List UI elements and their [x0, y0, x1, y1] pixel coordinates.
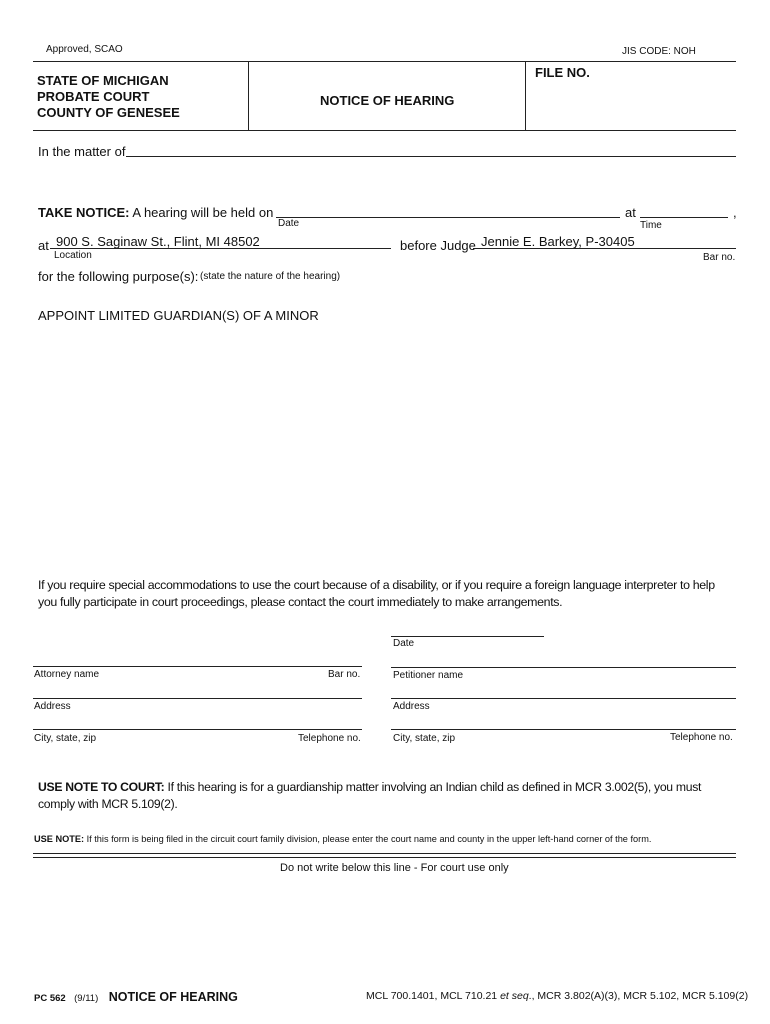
form-revision: (9/11) [74, 993, 99, 1004]
before-judge-text: before Judge [400, 238, 476, 253]
form-title: NOTICE OF HEARING [320, 93, 455, 108]
court-use-rule-2 [33, 857, 736, 858]
attorney-address-line [33, 698, 362, 699]
location-at-text: at [38, 238, 49, 253]
use-note-text: If this form is being filed in the circuit court family division, please enter the court name and county in the upper left-hand corner of the form. [86, 834, 652, 844]
court-line-court: PROBATE COURT [37, 89, 150, 104]
time-caption: Time [640, 220, 662, 231]
footer-form-id [34, 988, 238, 1006]
attorney-telephone-caption: Telephone no. [298, 733, 361, 744]
purpose-field[interactable]: APPOINT LIMITED GUARDIAN(S) OF A MINOR [38, 308, 319, 323]
attorney-address-field[interactable] [33, 680, 362, 698]
file-no-field[interactable] [535, 84, 731, 124]
purpose-hint: (state the nature of the hearing) [200, 271, 341, 282]
hearing-date-field[interactable] [276, 200, 620, 217]
court-note-line-1: If this hearing is for a guardianship matter involving an Indian child as defined in MCR 3.002(5), you must [167, 780, 702, 794]
take-notice-label: TAKE NOTICE: [38, 205, 130, 220]
citation-start: MCL 700.1401, MCL 710.21 [366, 990, 498, 1002]
attorney-bar-no-caption: Bar no. [328, 669, 361, 680]
attorney-city-line [33, 729, 362, 730]
comma: , [733, 205, 737, 220]
court-note-line-2: comply with MCR 5.109(2). [38, 797, 178, 811]
accommodation-line-2: you fully participate in court proceedings, please contact the court immediately to make arrangements. [38, 595, 563, 609]
court-note-label: USE NOTE TO COURT: [38, 780, 165, 794]
attorney-name-field[interactable] [33, 648, 362, 666]
matter-label: In the matter of [38, 144, 126, 159]
date-line [391, 636, 544, 637]
court-use-note [38, 779, 701, 813]
use-note-label: USE NOTE: [34, 834, 85, 844]
hearing-time-field[interactable] [640, 200, 728, 217]
footer-title: NOTICE OF HEARING [108, 990, 238, 1004]
judge-field[interactable]: Jennie E. Barkey, P-30405 [481, 234, 635, 249]
matter-line [126, 156, 736, 157]
date-field[interactable] [391, 618, 544, 636]
petitioner-name-caption: Petitioner name [393, 670, 464, 681]
use-note [34, 834, 651, 844]
location-line [50, 248, 391, 249]
court-line-state: STATE OF MICHIGAN [37, 73, 169, 88]
purpose-label: for the following purpose(s): [38, 269, 199, 284]
accommodation-notice [38, 577, 715, 611]
footer-citation [366, 990, 748, 1002]
at-text: at [625, 205, 636, 220]
location-caption: Location [54, 250, 92, 261]
petitioner-city-caption: City, state, zip [393, 733, 456, 744]
petitioner-address-caption: Address [393, 701, 430, 712]
court-use-rule-1 [33, 853, 736, 854]
take-notice [38, 205, 273, 220]
attorney-name-line [33, 666, 362, 667]
attorney-name-caption: Attorney name [34, 669, 100, 680]
attorney-city-caption: City, state, zip [34, 733, 97, 744]
judge-line [473, 248, 736, 249]
hearing-time-line [640, 217, 728, 218]
attorney-city-field[interactable] [33, 711, 362, 729]
jis-code: JIS CODE: NOH [622, 46, 696, 57]
petitioner-telephone-caption: Telephone no. [670, 732, 733, 743]
location-field[interactable]: 900 S. Saginaw St., Flint, MI 48502 [56, 234, 260, 249]
petitioner-name-field[interactable] [391, 649, 736, 667]
header-divider-right [525, 61, 526, 131]
attorney-address-caption: Address [34, 701, 71, 712]
accommodation-line-1: If you require special accommodations to use the court because of a disability, or if you require a foreign language interpreter to help [38, 578, 715, 592]
court-use-only-text: Do not write below this line - For court use only [280, 862, 509, 874]
petitioner-address-line [391, 698, 736, 699]
citation-et-seq: et seq [500, 990, 529, 1002]
petitioner-name-line [391, 667, 736, 668]
petitioner-city-field[interactable] [391, 711, 736, 729]
header-bottom-rule [33, 130, 736, 131]
court-line-county: COUNTY OF GENESEE [37, 105, 180, 120]
header-divider-left [248, 61, 249, 131]
date-caption-signature: Date [393, 638, 415, 649]
file-no-label: FILE NO. [535, 65, 590, 80]
court-name [37, 73, 180, 121]
take-notice-text: A hearing will be held on [132, 205, 274, 220]
petitioner-address-field[interactable] [391, 680, 736, 698]
header-top-rule [33, 61, 736, 62]
bar-no-caption: Bar no. [703, 252, 736, 263]
citation-end: ., MCR 3.802(A)(3), MCR 5.102, MCR 5.109(2) [528, 990, 749, 1002]
hearing-date-line [276, 217, 620, 218]
petitioner-city-line [391, 729, 736, 730]
date-caption: Date [278, 218, 300, 229]
approval-note: Approved, SCAO [46, 44, 123, 55]
form-number: PC 562 [34, 993, 66, 1004]
